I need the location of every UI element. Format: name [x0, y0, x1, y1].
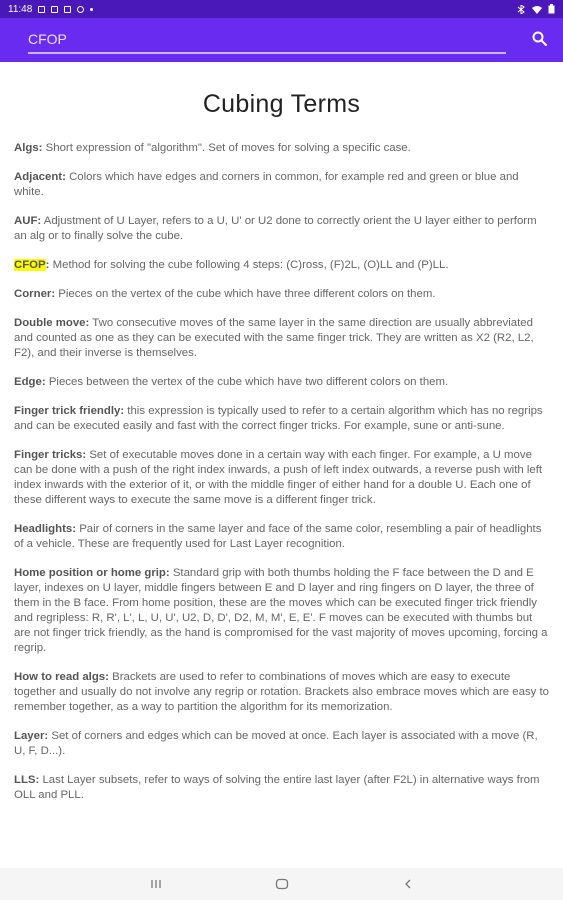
- wifi-icon: [532, 5, 542, 14]
- term-name: Headlights:: [14, 523, 77, 535]
- back-button[interactable]: [400, 876, 416, 892]
- term-corner: [14, 287, 549, 302]
- notification-icon: [38, 6, 45, 13]
- term-description: Pair of corners in the same layer and face of the same color, resembling a pair of headlights of a vehicle. These are frequently used for Last Layer recognition.: [14, 523, 542, 550]
- battery-icon: [548, 4, 555, 14]
- term-name: LLS:: [14, 774, 40, 786]
- term-finger-tricks: [14, 448, 549, 508]
- search-input[interactable]: [28, 31, 506, 47]
- search-icon: [531, 30, 549, 48]
- mail-icon: [64, 6, 71, 13]
- app-bar: [0, 18, 563, 62]
- term-description: Standard grip with both thumbs holding the F face between the D and E layer, indexes on U layer, middle fingers between E and D layer and ring fingers on D layer, the three of them in the B face. From home position, these are the moves which can be executed finger trick friendly and regripless: R, R', L', L, U, U', U2, D, D', D2, M, M', E, E'. F moves can be executed with thumbs but are not finger trick friendly, as the hand is compromised for the vast majority of moves upcoming, forcing a regrip.: [14, 567, 548, 654]
- term-name: Corner:: [14, 288, 56, 300]
- term-name: Double move:: [14, 317, 90, 329]
- status-time: 11:48: [8, 3, 33, 15]
- term-home-position: [14, 566, 549, 656]
- home-button[interactable]: [274, 876, 290, 892]
- search-field[interactable]: [28, 26, 506, 54]
- term-layer: [14, 729, 549, 759]
- status-bar: [0, 0, 563, 18]
- term-algs: [14, 141, 549, 156]
- term-name-highlighted: CFOP: [14, 259, 46, 271]
- term-name: Edge:: [14, 376, 46, 388]
- term-cfop: [14, 258, 549, 273]
- term-description: Colors which have edges and corners in common, for example red and green or blue and white.: [14, 171, 519, 198]
- navigation-bar: [0, 868, 563, 900]
- term-finger-trick-friendly: [14, 404, 549, 434]
- term-auf: [14, 214, 549, 244]
- sync-icon: [77, 6, 84, 13]
- term-name: AUF:: [14, 215, 42, 227]
- term-description: Two consecutive moves of the same layer in the same direction are usually abbreviated and counted as one as they can be executed with the same finger trick. They are written as X2 (R2, L2, F2), and their inverse is themselves.: [14, 317, 534, 359]
- term-adjacent: [14, 170, 549, 200]
- recents-button[interactable]: [148, 876, 164, 892]
- more-notifications-icon: [90, 8, 93, 11]
- home-icon: [275, 877, 289, 891]
- term-description: Pieces between the vertex of the cube which have two different colors on them.: [45, 376, 449, 388]
- term-name: Layer:: [14, 730, 49, 742]
- bluetooth-icon: [516, 5, 526, 14]
- term-name: How to read algs:: [14, 671, 109, 683]
- term-name: Home position or home grip:: [14, 567, 170, 579]
- term-description: Pieces on the vertex of the cube which have three different colors on them.: [55, 288, 436, 300]
- term-description: Set of executable moves done in a certain way with each finger. For example, a U move can be done with a push of the right index inwards, a push of left index outwards, a reverse push with left index inwards with the exterior of it, or with the middle finger of either hand for a double U. Each one of these different ways to execute the same move is a different finger trick.: [14, 449, 543, 506]
- status-left: [8, 4, 93, 15]
- term-name: Adjacent:: [14, 171, 66, 183]
- term-description: this expression is typically used to refer to a certain algorithm which has no regrips and can be executed easily and fast with the correct finger tricks. For example, sune or anti-sune.: [14, 405, 543, 432]
- term-edge: [14, 375, 549, 390]
- term-description: Brackets are used to refer to combinations of moves which are easy to execute together and usually do not involve any regrip or rotation. Brackets also embrace moves which are easy to remember together, as a way to partition the algorithm for its memorization.: [14, 671, 550, 713]
- term-description: Set of corners and edges which can be moved at once. Each layer is associated with a move (R, U, F, D...).: [14, 730, 538, 757]
- recents-icon: [150, 878, 162, 890]
- search-button[interactable]: [531, 30, 549, 48]
- back-icon: [402, 878, 414, 890]
- term-description: Adjustment of U Layer, refers to a U, U' or U2 done to correctly orient the U layer either to perform an alg or to finally solve the cube.: [14, 215, 537, 242]
- status-right: [516, 4, 555, 14]
- term-description: Last Layer subsets, refer to ways of solving the entire last layer (after F2L) in alternative ways from OLL and PLL.: [14, 774, 540, 801]
- terms-content[interactable]: [0, 62, 563, 868]
- page-title: Cubing Terms: [202, 90, 361, 118]
- term-how-to-read-algs: [14, 670, 549, 715]
- term-description: Method for solving the cube following 4 steps: (C)ross, (F)2L, (O)LL and (P)LL.: [49, 259, 449, 271]
- term-name-suffix: :: [45, 259, 50, 271]
- image-icon: [51, 6, 58, 13]
- term-lls: [14, 773, 549, 803]
- term-name: Algs:: [14, 142, 43, 154]
- term-description: Short expression of "algorithm". Set of moves for solving a specific case.: [42, 142, 411, 154]
- term-double-move: [14, 316, 549, 361]
- term-name: Finger tricks:: [14, 449, 87, 461]
- term-headlights: [14, 522, 549, 552]
- term-name: Finger trick friendly:: [14, 405, 125, 417]
